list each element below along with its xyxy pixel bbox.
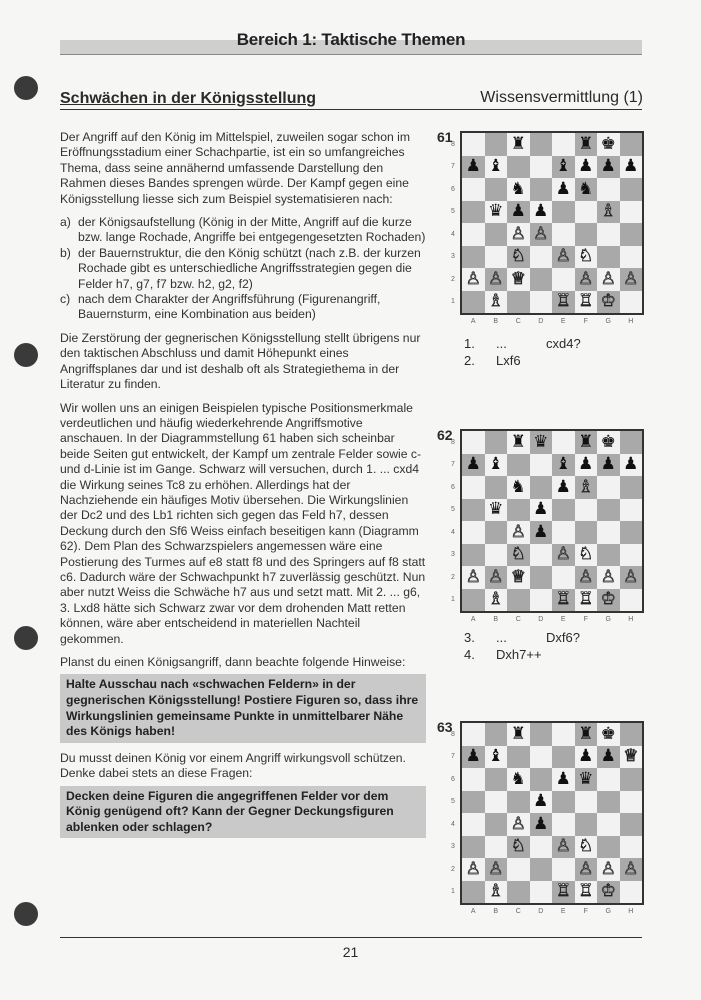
list-item-label: a) (60, 215, 71, 230)
highlight-box-defense: Decken deine Figuren die angegriffenen Felder vor dem König genügend oft? Kann der Gegner Deckungsfiguren ablenken oder schlagen? (60, 786, 426, 839)
move-black: cxd4? (546, 336, 581, 351)
black-pawn-icon: ♟ (597, 746, 620, 769)
rank-label: 3 (451, 551, 455, 559)
list-item-label: c) (60, 292, 71, 307)
highlight-box-attack: Halte Ausschau nach «schwachen Feldern» in der gegnerischen Königsstellung! Postiere Figuren so, dass ihre Wirkungslinien gemeinsame Punkte in unmittelbarer Nähe des Königs haben! (60, 674, 426, 742)
main-text-column (60, 130, 426, 846)
footer-rule (60, 937, 642, 938)
board-square (620, 836, 643, 859)
black-rook-icon: ♜ (575, 723, 598, 746)
white-rook-icon: ♖ (552, 291, 575, 314)
board-square (620, 813, 643, 836)
paragraph: Wir wollen uns an einigen Beispielen typische Positionsmerkmale verdeutlichen und häufig wiederkehrende Angriffsmotive anschauen. In der Diagrammstellung 61 haben sich scheinbar beide Seiten gut entwickelt, der Kampf um zentrale Felder sowie c- und d-Linie ist im Gange. Schwarz will versuchen, durch 1. ... cxd4 die Wirkung seines Tc8 zu erhöhen. Allerdings hat der Nachziehende ein häufiges Motiv übersehen. Die Wirkungslinien der Dc2 und des Lb1 richten sich gegen das Feld h7, dessen Deckung durch den Sf6 Weiss einfach beseitigen kann (Diagramm 62). Dem Plan des Schwarzspielers angemessen wäre eine Postierung des Turmes auf e8 statt f8 und des Springers auf f8 statt c6. Dadurch wäre der Schwachpunkt h7 zuverlässig geschützt. Nun aber nutzt Weiss die Schwäche h7 aus und setzt matt. Mit 2. ... g6, 3. Lxd8 hätte sich Schwarz zwar vor dem drohenden Matt retten können, wäre aber entscheidend in materiellen Nachteil gekommen. (60, 400, 426, 646)
paragraph: Du musst deinen König vor einem Angriff wirkungsvoll schützen. Denke dabei stets an diese Fragen: (60, 750, 406, 781)
move-number: 1. (464, 336, 475, 351)
black-pawn-icon: ♟ (597, 454, 620, 477)
board-square (620, 178, 643, 201)
paragraph: Planst du einen Königsangriff, dann beachte folgende Hinweise: (60, 655, 406, 669)
board-square (597, 791, 620, 814)
file-label: G (605, 908, 611, 915)
binder-hole (14, 902, 38, 926)
white-bishop-icon: ♗ (575, 476, 598, 499)
rank-label: 1 (451, 596, 455, 604)
black-king-icon: ♚ (597, 431, 620, 454)
board-square (530, 476, 553, 499)
file-label: G (605, 616, 611, 623)
section-title: Bereich 1: Taktische Themen (236, 30, 466, 49)
rank-label: 3 (451, 253, 455, 261)
black-knight-icon: ♞ (575, 178, 598, 201)
board-square (530, 746, 553, 769)
board-square (552, 521, 575, 544)
white-rook-icon: ♖ (552, 881, 575, 904)
black-knight-icon: ♞ (507, 476, 530, 499)
white-pawn-icon: ♙ (597, 566, 620, 589)
board-square (597, 246, 620, 269)
rank-label: 1 (451, 298, 455, 306)
board-square (530, 589, 553, 612)
board-square (485, 544, 508, 567)
board-square (552, 791, 575, 814)
board-square (530, 858, 553, 881)
board-square (462, 768, 485, 791)
board-square (552, 746, 575, 769)
black-queen-icon: ♛ (485, 499, 508, 522)
white-pawn-icon: ♙ (530, 223, 553, 246)
board-square (530, 768, 553, 791)
black-pawn-icon: ♟ (620, 156, 643, 179)
white-pawn-icon: ♙ (462, 858, 485, 881)
rank-label: 8 (451, 730, 455, 738)
board-square (597, 521, 620, 544)
file-label: H (628, 616, 634, 623)
list-item-text: der Königsaufstellung (König in der Mitte, Angriff auf die kurze bzw. lange Rochade, Angriffe bei entgegengesetzten Rochaden) (78, 215, 426, 245)
move-white: Dxh7++ (496, 647, 542, 662)
board-square (597, 544, 620, 567)
board-square (597, 499, 620, 522)
board-square (552, 201, 575, 224)
board-square (552, 723, 575, 746)
black-pawn-icon: ♟ (462, 746, 485, 769)
board-square (507, 499, 530, 522)
file-label: F (583, 616, 588, 623)
board-square (552, 566, 575, 589)
white-pawn-icon: ♙ (552, 544, 575, 567)
black-king-icon: ♚ (597, 723, 620, 746)
file-label: H (628, 318, 634, 325)
board-square (597, 836, 620, 859)
chess-board (460, 429, 644, 613)
board-square (462, 544, 485, 567)
file-label: E (560, 318, 566, 325)
board-square (575, 791, 598, 814)
board-square (507, 291, 530, 314)
white-pawn-icon: ♙ (485, 566, 508, 589)
white-queen-icon: ♕ (507, 566, 530, 589)
white-pawn-icon: ♙ (507, 521, 530, 544)
board-square (485, 791, 508, 814)
black-pawn-icon: ♟ (575, 156, 598, 179)
rank-label: 7 (451, 163, 455, 171)
move-row (464, 335, 581, 352)
list-item-text: der Bauernstruktur, die den König schützt (nach z.B. der kurzen Rochade gibt es unterschiedliche Angriffsstrategien gegen die Felder h7, g7, f7 bzw. h2, g2, f2) (78, 245, 421, 291)
page-heading (60, 90, 316, 108)
move-white: ... (496, 630, 507, 645)
white-pawn-icon: ♙ (597, 858, 620, 881)
white-knight-icon: ♘ (575, 544, 598, 567)
board-square (530, 836, 553, 859)
black-pawn-icon: ♟ (462, 156, 485, 179)
rank-label: 5 (451, 798, 455, 806)
move-row (464, 352, 581, 369)
file-label: D (538, 616, 544, 623)
black-knight-icon: ♞ (507, 178, 530, 201)
file-labels (462, 908, 642, 915)
rank-labels (451, 133, 459, 313)
board-square (552, 268, 575, 291)
board-square (620, 791, 643, 814)
black-pawn-icon: ♟ (552, 476, 575, 499)
move-number: 2. (464, 353, 475, 368)
move-number: 3. (464, 630, 475, 645)
black-rook-icon: ♜ (575, 431, 598, 454)
white-rook-icon: ♖ (552, 589, 575, 612)
black-bishop-icon: ♝ (485, 454, 508, 477)
white-pawn-icon: ♙ (462, 566, 485, 589)
black-bishop-icon: ♝ (552, 156, 575, 179)
black-pawn-icon: ♟ (530, 521, 553, 544)
rank-label: 6 (451, 483, 455, 491)
board-square (620, 291, 643, 314)
board-square (597, 813, 620, 836)
board-square (485, 768, 508, 791)
white-knight-icon: ♘ (575, 246, 598, 269)
move-row (464, 629, 580, 646)
file-label: B (493, 616, 499, 623)
black-pawn-icon: ♟ (530, 791, 553, 814)
rank-labels (451, 723, 459, 903)
white-bishop-icon: ♗ (485, 881, 508, 904)
white-pawn-icon: ♙ (485, 268, 508, 291)
board-square (620, 133, 643, 156)
rank-label: 1 (451, 888, 455, 896)
move-list (464, 629, 580, 663)
black-bishop-icon: ♝ (485, 156, 508, 179)
move-row (464, 646, 580, 663)
board-square (485, 431, 508, 454)
rank-labels (451, 431, 459, 611)
black-pawn-icon: ♟ (530, 201, 553, 224)
board-square (530, 268, 553, 291)
file-label: G (605, 318, 611, 325)
board-square (620, 223, 643, 246)
board-square (575, 223, 598, 246)
white-rook-icon: ♖ (575, 589, 598, 612)
board-square (507, 881, 530, 904)
board-square (507, 858, 530, 881)
white-pawn-icon: ♙ (597, 268, 620, 291)
file-label: B (493, 318, 499, 325)
board-square (507, 156, 530, 179)
board-square (597, 476, 620, 499)
board-square (485, 813, 508, 836)
list-item (60, 215, 426, 246)
page-number: 21 (342, 944, 359, 960)
file-label: D (538, 908, 544, 915)
board-square (530, 156, 553, 179)
board-square (462, 791, 485, 814)
board-square (462, 178, 485, 201)
board-square (597, 223, 620, 246)
board-square (620, 201, 643, 224)
board-square (530, 178, 553, 201)
board-square (552, 813, 575, 836)
black-queen-icon: ♛ (530, 431, 553, 454)
rank-label: 4 (451, 230, 455, 238)
file-label: D (538, 318, 544, 325)
move-black: Dxf6? (546, 630, 580, 645)
board-square (620, 881, 643, 904)
file-label: A (470, 318, 476, 325)
board-square (485, 178, 508, 201)
rank-label: 6 (451, 185, 455, 193)
paragraph: Die Zerstörung der gegnerischen Königsstellung stellt übrigens nur den taktischen Abschluss und damit Höhepunkt eines Angriffsplanes dar und ist deshalb oft als Strategiethema in der Literatur zu finden. (60, 330, 421, 392)
list-item-label: b) (60, 245, 71, 260)
header-right-label: Wissensvermittlung (1) (480, 89, 643, 106)
board-square (620, 768, 643, 791)
criteria-list (60, 215, 426, 323)
list-item (60, 292, 426, 323)
file-label: F (583, 318, 588, 325)
move-white: Lxf6 (496, 353, 521, 368)
black-bishop-icon: ♝ (485, 746, 508, 769)
rank-label: 4 (451, 528, 455, 536)
white-knight-icon: ♘ (507, 836, 530, 859)
file-label: A (470, 908, 476, 915)
black-pawn-icon: ♟ (462, 454, 485, 477)
board-square (530, 291, 553, 314)
board-square (462, 246, 485, 269)
board-square (530, 133, 553, 156)
rank-label: 2 (451, 275, 455, 283)
board-square (462, 133, 485, 156)
file-label: C (515, 908, 521, 915)
board-square (485, 723, 508, 746)
white-pawn-icon: ♙ (507, 813, 530, 836)
black-bishop-icon: ♝ (552, 454, 575, 477)
list-item-text: nach dem Charakter der Angriffsführung (Figurenangriff, Bauernsturm, eine Kombination aus beiden) (78, 292, 381, 322)
board-square (552, 223, 575, 246)
white-pawn-icon: ♙ (507, 223, 530, 246)
board-square (620, 476, 643, 499)
black-pawn-icon: ♟ (552, 178, 575, 201)
rank-label: 5 (451, 208, 455, 216)
diagram-number: 63 (437, 719, 453, 735)
white-rook-icon: ♖ (575, 881, 598, 904)
rank-label: 5 (451, 506, 455, 514)
black-pawn-icon: ♟ (552, 768, 575, 791)
black-queen-icon: ♛ (485, 201, 508, 224)
board-square (462, 521, 485, 544)
black-rook-icon: ♜ (507, 431, 530, 454)
file-label: H (628, 908, 634, 915)
chess-board (460, 721, 644, 905)
white-knight-icon: ♘ (507, 246, 530, 269)
board-square (575, 813, 598, 836)
board-square (485, 476, 508, 499)
white-knight-icon: ♘ (507, 544, 530, 567)
file-label: B (493, 908, 499, 915)
board-square (597, 178, 620, 201)
board-square (575, 499, 598, 522)
black-pawn-icon: ♟ (530, 813, 553, 836)
rank-label: 7 (451, 461, 455, 469)
board-square (462, 723, 485, 746)
rank-label: 7 (451, 753, 455, 761)
board-square (552, 858, 575, 881)
list-item (60, 246, 426, 292)
black-queen-icon: ♛ (575, 768, 598, 791)
black-rook-icon: ♜ (575, 133, 598, 156)
chess-board (460, 131, 644, 315)
board-square (530, 544, 553, 567)
white-pawn-icon: ♙ (620, 858, 643, 881)
board-square (620, 723, 643, 746)
board-square (507, 454, 530, 477)
board-square (507, 589, 530, 612)
board-square (597, 768, 620, 791)
file-label: C (515, 318, 521, 325)
board-square (462, 813, 485, 836)
black-pawn-icon: ♟ (530, 499, 553, 522)
move-white: ... (496, 336, 507, 351)
file-labels (462, 616, 642, 623)
board-square (462, 223, 485, 246)
board-square (552, 499, 575, 522)
white-king-icon: ♔ (597, 291, 620, 314)
board-square (530, 454, 553, 477)
diagram-number: 62 (437, 427, 453, 443)
board-square (620, 544, 643, 567)
board-square (620, 521, 643, 544)
black-pawn-icon: ♟ (507, 201, 530, 224)
file-label: E (560, 616, 566, 623)
white-knight-icon: ♘ (575, 836, 598, 859)
rank-label: 3 (451, 843, 455, 851)
rank-label: 8 (451, 438, 455, 446)
white-pawn-icon: ♙ (485, 858, 508, 881)
white-pawn-icon: ♙ (620, 566, 643, 589)
board-square (462, 589, 485, 612)
diagram-number: 61 (437, 129, 453, 145)
white-bishop-icon: ♗ (597, 201, 620, 224)
black-pawn-icon: ♟ (620, 454, 643, 477)
binder-hole (14, 626, 38, 650)
white-rook-icon: ♖ (575, 291, 598, 314)
black-king-icon: ♚ (597, 133, 620, 156)
board-square (507, 746, 530, 769)
board-square (462, 836, 485, 859)
white-bishop-icon: ♗ (485, 589, 508, 612)
board-square (620, 246, 643, 269)
page-heading-text: Schwächen in der Königsstellung (60, 90, 317, 107)
white-pawn-icon: ♙ (575, 268, 598, 291)
board-square (462, 881, 485, 904)
binder-hole (14, 343, 38, 367)
board-square (485, 246, 508, 269)
file-labels (462, 318, 642, 325)
black-rook-icon: ♜ (507, 133, 530, 156)
board-square (552, 133, 575, 156)
black-pawn-icon: ♟ (575, 746, 598, 769)
board-square (462, 201, 485, 224)
rank-label: 4 (451, 820, 455, 828)
board-square (530, 881, 553, 904)
white-queen-icon: ♕ (507, 268, 530, 291)
board-square (552, 431, 575, 454)
rank-label: 6 (451, 775, 455, 783)
move-list (464, 335, 581, 369)
board-square (620, 589, 643, 612)
board-square (485, 133, 508, 156)
black-pawn-icon: ♟ (597, 156, 620, 179)
board-square (485, 223, 508, 246)
board-square (507, 791, 530, 814)
file-label: C (515, 616, 521, 623)
white-queen-icon: ♕ (620, 746, 643, 769)
white-king-icon: ♔ (597, 589, 620, 612)
black-pawn-icon: ♟ (575, 454, 598, 477)
black-rook-icon: ♜ (507, 723, 530, 746)
white-pawn-icon: ♙ (620, 268, 643, 291)
rank-label: 2 (451, 573, 455, 581)
board-square (462, 476, 485, 499)
file-label: F (583, 908, 588, 915)
board-square (462, 499, 485, 522)
white-king-icon: ♔ (597, 881, 620, 904)
white-pawn-icon: ♙ (575, 858, 598, 881)
move-number: 4. (464, 647, 475, 662)
board-square (530, 246, 553, 269)
file-label: A (470, 616, 476, 623)
black-knight-icon: ♞ (507, 768, 530, 791)
board-square (485, 836, 508, 859)
board-square (485, 521, 508, 544)
rank-label: 2 (451, 865, 455, 873)
file-label: E (560, 908, 566, 915)
board-square (620, 431, 643, 454)
rank-label: 8 (451, 140, 455, 148)
header-rule (60, 109, 642, 110)
white-pawn-icon: ♙ (552, 246, 575, 269)
paragraph: Der Angriff auf den König im Mittelspiel, zuweilen sogar schon im Eröffnungsstadium einer Schachpartie, ist ein so umfangreiches Thema, dass seine annähernd umfassende Darstellung den Rahmen dieses Bandes sprengen würde. Der Kampf gegen eine Königsstellung liesse sich zum Beispiel systematisieren nach: (60, 130, 410, 206)
white-pawn-icon: ♙ (462, 268, 485, 291)
white-pawn-icon: ♙ (575, 566, 598, 589)
board-square (462, 431, 485, 454)
board-square (575, 521, 598, 544)
board-square (620, 499, 643, 522)
white-bishop-icon: ♗ (485, 291, 508, 314)
binder-hole (14, 76, 38, 100)
board-square (530, 723, 553, 746)
board-square (462, 291, 485, 314)
board-square (575, 201, 598, 224)
board-square (530, 566, 553, 589)
white-pawn-icon: ♙ (552, 836, 575, 859)
